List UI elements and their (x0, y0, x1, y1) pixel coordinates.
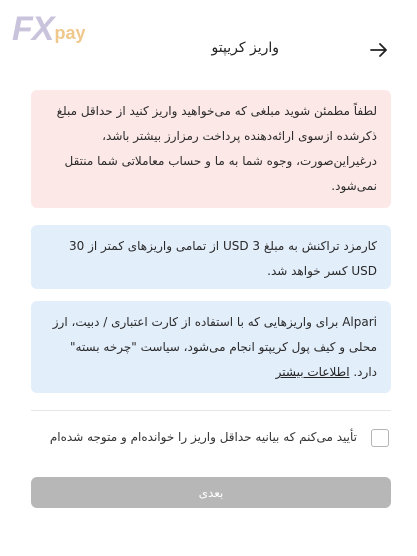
minimum-warning-text: لطفاً مطمئن شوید مبلغی که می‌خواهید واریز کنید از حداقل مبلغ ذکرشده ازسوی ارائه‌دهنده پرداخت رمزارز بیشتر باشد، درغیراین‌صورت، وجوه شما به ما و حساب معاملاتی شما منتقل نمی‌شود. (56, 104, 377, 193)
fee-notice-text: کارمزد تراکنش به مبلغ 3 USD از تمامی واریزهای کمتر از 30 USD کسر خواهد شد. (69, 239, 377, 278)
divider (31, 410, 391, 411)
next-button[interactable]: بعدی (31, 477, 391, 508)
page-header (0, 36, 417, 66)
closed-loop-policy-notice (31, 301, 391, 393)
arrow-right-icon (367, 38, 391, 62)
fee-notice (31, 225, 391, 289)
confirm-label: تأیید می‌کنم که بیانیه حداقل واریز را خوانده‌ام و متوجه شده‌ام (49, 430, 357, 444)
logo-fx-text: FX (12, 10, 54, 48)
confirm-row (31, 425, 391, 453)
confirm-checkbox[interactable] (371, 429, 389, 447)
policy-notice-text: Alpari برای واریزهایی که با استفاده از کارت اعتباری / دبیت، ارز محلی و کیف پول کریپتو انجام می‌شود، سیاست "چرخه بسته" دارد. (52, 315, 377, 379)
more-info-link[interactable]: اطلاعات بیشتر (275, 365, 350, 379)
logo-pay-text: pay (54, 23, 86, 43)
page-title: واریز کریپتو (211, 40, 279, 56)
back-button[interactable] (367, 38, 391, 62)
minimum-deposit-warning (31, 90, 391, 208)
